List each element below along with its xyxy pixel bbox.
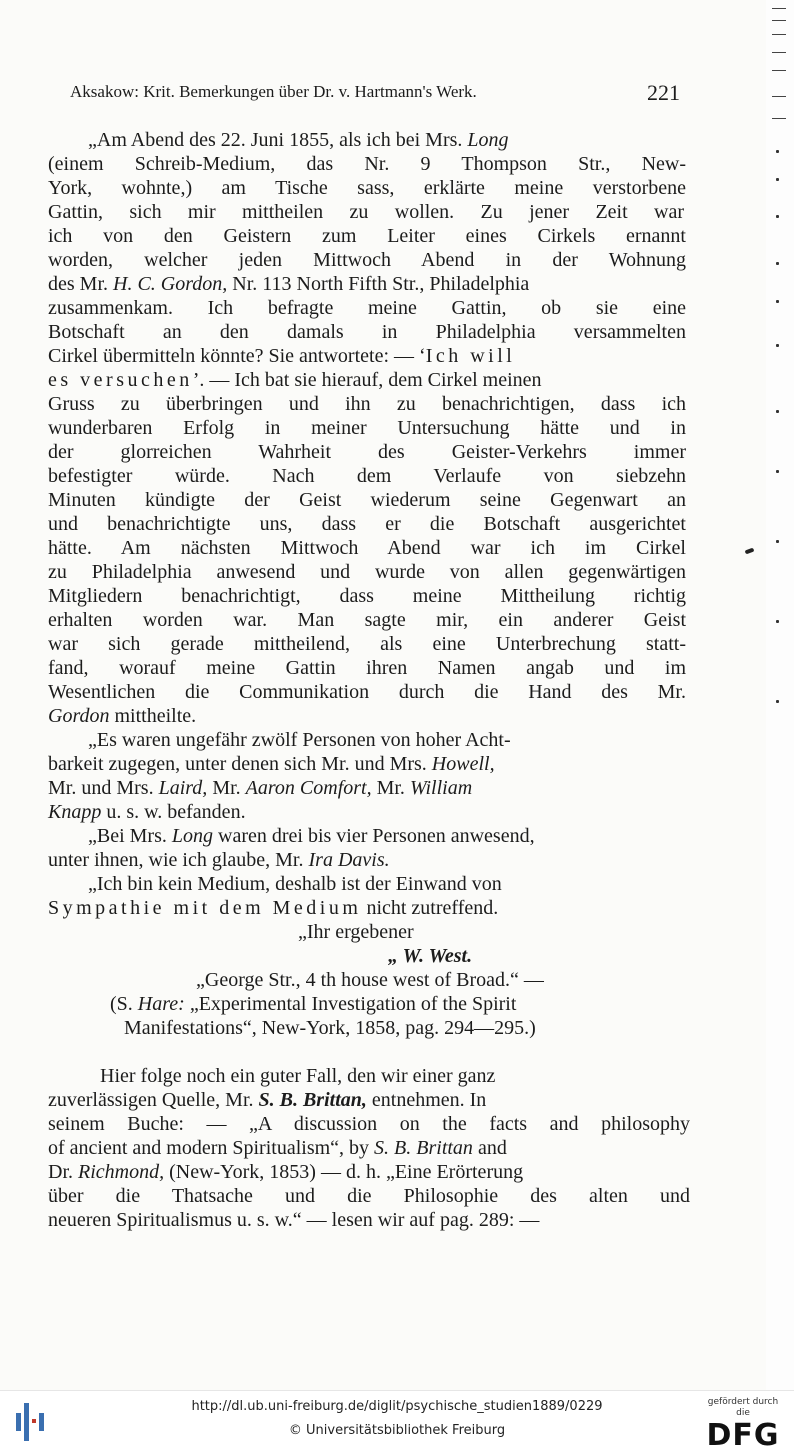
text-line: zusammenkam. Ich befragte meine Gattin, ob sie eine: [48, 297, 686, 319]
text-line: York, wohnte,) am Tische sass, erklärte meine verstorbene: [48, 177, 686, 199]
text-line: barkeit zugegen, unter denen sich Mr. und Mrs. Howell,: [48, 753, 495, 775]
text-line: „George Str., 4 th house west of Broad.“ —: [196, 969, 544, 991]
text-line: fand, worauf meine Gattin ihren Namen angab und im: [48, 657, 686, 679]
text-line: Wesentlichen die Communikation durch die Hand des Mr.: [48, 681, 686, 703]
text-line: „Es waren ungefähr zwölf Personen von hoher Acht-: [88, 729, 511, 751]
text-line: Knapp u. s. w. befanden.: [48, 801, 246, 823]
text-line: Hier folge noch ein guter Fall, den wir einer ganz: [100, 1065, 496, 1087]
text-line: of ancient and modern Spiritualism“, by S. B. Brittan and: [48, 1137, 507, 1159]
text-line: befestigter würde. Nach dem Verlaufe von siebzehn: [48, 465, 686, 487]
text-line: „Bei Mrs. Long waren drei bis vier Personen anwesend,: [88, 825, 535, 847]
text-line: worden, welcher jeden Mittwoch Abend in der Wohnung: [48, 249, 686, 271]
text-line: (S. Hare: „Experimental Investigation of the Spirit: [110, 993, 517, 1015]
text-line: Sympathie mit dem Medium nicht zutreffend.: [48, 897, 499, 919]
page-number: 221: [647, 80, 680, 105]
text-line: erhalten worden war. Man sagte mir, ein anderer Geist: [48, 609, 686, 631]
text-line: neueren Spiritualismus u. s. w.“ — lesen wir auf pag. 289: —: [48, 1209, 540, 1231]
text-line: (einem Schreib-Medium, das Nr. 9 Thompson Str., New-: [48, 153, 686, 175]
running-title: Aksakow: Krit. Bemerkungen über Dr. v. Hartmann's Werk.: [70, 82, 477, 101]
ink-mark: [745, 548, 755, 555]
text-line: Mitgliedern benachrichtigt, dass meine Mittheilung richtig: [48, 585, 686, 607]
text-line: Gordon mittheilte.: [48, 705, 197, 727]
dfg-wordmark: DFG: [706, 1418, 780, 1453]
text-line: Mr. und Mrs. Laird, Mr. Aaron Comfort, Mr. William: [48, 777, 473, 799]
text-line: Dr. Richmond, (New-York, 1853) — d. h. „Eine Erörterung: [48, 1161, 524, 1183]
text-line: „Ich bin kein Medium, deshalb ist der Einwand von: [88, 873, 502, 895]
running-header: [70, 80, 680, 108]
text-line: wunderbaren Erfolg in meiner Untersuchung hätte und in: [48, 417, 686, 439]
text-line: der glorreichen Wahrheit des Geister-Verkehrs immer: [48, 441, 686, 463]
text-line: es versuchen’. — Ich bat sie hierauf, dem Cirkel meinen: [48, 369, 542, 391]
text-line: Minuten kündigte der Geist wiederum seine Gegenwart an: [48, 489, 686, 511]
text-line: unter ihnen, wie ich glaube, Mr. Ira Davis.: [48, 849, 390, 871]
text-line: seinem Buche: — „A discussion on the facts and philosophy: [48, 1113, 690, 1135]
text-line: Gattin, sich mir mittheilen zu wollen. Zu jener Zeit war: [48, 201, 684, 223]
document-url[interactable]: http://dl.ub.uni-freiburg.de/diglit/psychische_studien1889/0229: [191, 1399, 603, 1414]
text-line: hätte. Am nächsten Mittwoch Abend war ich im Cirkel: [48, 537, 686, 559]
text-line: ich von den Geistern zum Leiter eines Cirkels ernannt: [48, 225, 686, 247]
text-line: „Ihr ergebener: [298, 921, 414, 943]
text-line: über die Thatsache und die Philosophie des alten und: [48, 1185, 690, 1207]
text-line: Cirkel übermitteln könnte? Sie antwortete: — ‘Ich will: [48, 345, 516, 367]
copyright-notice: © Universitätsbibliothek Freiburg: [288, 1423, 506, 1438]
page-edge-strip: [766, 0, 794, 1390]
text-line: zuverlässigen Quelle, Mr. S. B. Brittan, entnehmen. In: [48, 1089, 487, 1111]
text-line: des Mr. H. C. Gordon, Nr. 113 North Fifth Str., Philadelphia: [48, 273, 530, 295]
text-line: Botschaft an den damals in Philadelphia versammelten: [48, 321, 686, 343]
viewer-footer: [0, 1390, 794, 1452]
dfg-caption: gefördert durch die: [707, 1397, 779, 1418]
dfg-logo: [700, 1397, 786, 1453]
signature: „ W. West.: [388, 945, 473, 967]
text-line: „Am Abend des 22. Juni 1855, als ich bei Mrs. Long: [88, 129, 509, 151]
text-line: war sich gerade mittheilend, als eine Unterbrechung statt-: [48, 633, 686, 655]
text-line: zu Philadelphia anwesend und wurde von allen gegenwärtigen: [48, 561, 686, 583]
text-line: Gruss zu überbringen und ihn zu benachrichtigen, dass ich: [48, 393, 686, 415]
text-line: Manifestations“, New-York, 1858, pag. 294—295.): [124, 1017, 536, 1039]
text-line: und benachrichtigte uns, dass er die Botschaft ausgerichtet: [48, 513, 686, 535]
